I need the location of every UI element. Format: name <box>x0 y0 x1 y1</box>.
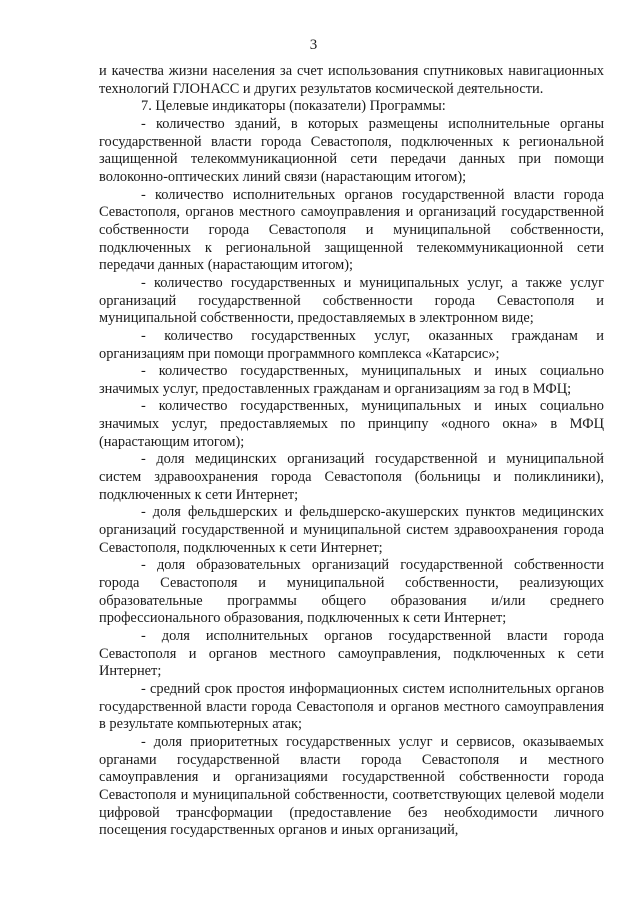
indicator-item: - количество исполнительных органов государственной власти города Севастополя, органов местного самоуправления и организаций государственной собственности города Севастополя и муниципальной собственности, подключенных к региональной защищенной телекоммуникационной сети передачи данных (нарастающим итогом); <box>99 186 604 274</box>
indicator-item: - средний срок простоя информационных систем исполнительных органов государственной власти города Севастополя и органов местного самоуправления в результате компьютерных атак; <box>99 680 604 733</box>
indicator-item: - количество зданий, в которых размещены исполнительные органы государственной власти города Севастополя, подключенных к региональной защищенной телекоммуникационной сети передачи данных при помощи волоконно-оптических линий связи (нарастающим итогом); <box>99 115 604 185</box>
document-body <box>99 63 604 840</box>
indicator-item: - доля медицинских организаций государственной и муниципальной систем здравоохранения города Севастополя (больницы и поликлиники), подключенных к сети Интернет; <box>99 451 604 503</box>
indicator-item: - количество государственных и муниципальных услуг, а также услуг организаций государственной собственности города Севастополя и муниципальной собственности, предоставляемых в электронном виде; <box>99 274 604 327</box>
page-number: 3 <box>309 37 318 53</box>
indicator-item: - количество государственных, муниципальных и иных социально значимых услуг, предоставляемых по принципу «одного окна» в МФЦ (нарастающим итогом); <box>99 398 604 450</box>
indicator-item: - количество государственных, муниципальных и иных социально значимых услуг, предоставленных гражданам и организациям за год в МФЦ; <box>99 363 604 397</box>
indicator-item: - количество государственных услуг, оказанных гражданам и организациям при помощи программного комплекса «Катарсис»; <box>99 327 604 362</box>
indicator-item: - доля образовательных организаций государственной собственности города Севастополя и муниципальной собственности, реализующих образовательные программы общего образования и/или среднего профессионального образования, подключенных к сети Интернет; <box>99 557 604 627</box>
indicator-item: - доля фельдшерских и фельдшерско-акушерских пунктов медицинских организаций государственной и муниципальной систем здравоохранения города Севастополя, подключенных к сети Интернет; <box>99 504 604 556</box>
section-heading-target-indicators: 7. Целевые индикаторы (показатели) Программы: <box>141 98 446 115</box>
paragraph-continuation: и качества жизни населения за счет использования спутниковых навигационных технологий ГЛОНАСС и других результатов космической деятельности. <box>99 63 604 97</box>
indicator-item: - доля исполнительных органов государственной власти города Севастополя и органов местного самоуправления, подключенных к сети Интернет; <box>99 628 604 680</box>
indicator-item: - доля приоритетных государственных услуг и сервисов, оказываемых органами государственной власти города Севастополя и местного самоуправления и организациями государственной собственности города Севастополя и муниципальной собственности, соответствующих целевой модели цифровой трансформации (предоставление без необходимости личного посещения государственных органов и иных организаций, <box>99 733 604 839</box>
